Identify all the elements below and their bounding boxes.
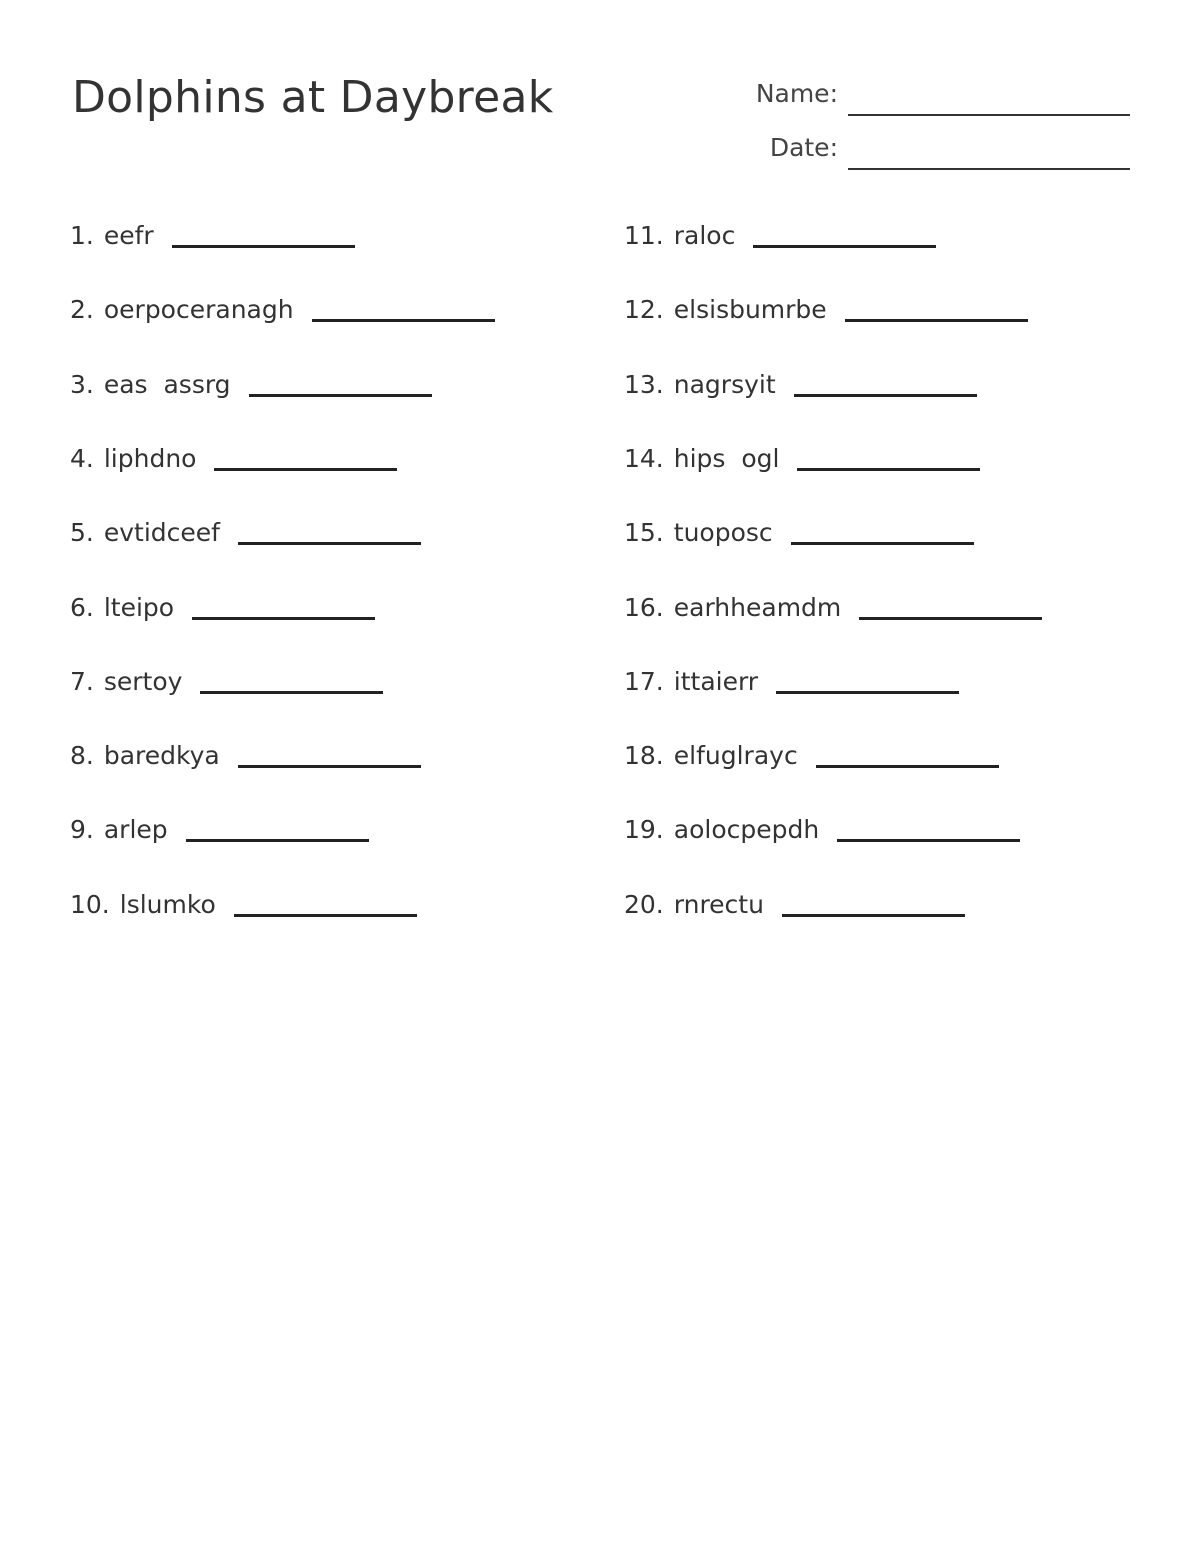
- item-number: 18.: [624, 741, 664, 770]
- scrambled-word: evtidceef: [103, 518, 220, 547]
- answer-blank[interactable]: [186, 839, 369, 842]
- scrambled-word: arlep: [103, 815, 168, 844]
- answer-blank[interactable]: [837, 839, 1020, 842]
- item-number: 19.: [624, 815, 664, 844]
- scrambled-word: eefr: [103, 221, 154, 250]
- scramble-item-2: [70, 280, 495, 324]
- answer-blank[interactable]: [312, 319, 495, 322]
- scrambled-word: eas assrg: [103, 370, 231, 399]
- answer-blank[interactable]: [791, 542, 974, 545]
- answer-blank[interactable]: [238, 542, 421, 545]
- scrambled-word: elsisbumrbe: [673, 295, 827, 324]
- item-number: 17.: [624, 667, 664, 696]
- item-number: 10.: [70, 890, 110, 919]
- answer-blank[interactable]: [776, 691, 959, 694]
- scramble-item-12: [624, 280, 1028, 324]
- scramble-item-10: [70, 875, 417, 919]
- scrambled-word: ittaierr: [673, 667, 759, 696]
- answer-blank[interactable]: [192, 617, 375, 620]
- worksheet-title: Dolphins at Daybreak: [72, 72, 554, 123]
- item-number: 7.: [70, 667, 94, 696]
- date-field-row: [700, 130, 1130, 170]
- scramble-item-8: [70, 726, 421, 770]
- scramble-item-16: [624, 578, 1042, 622]
- scramble-item-20: [624, 875, 965, 919]
- scramble-item-14: [624, 429, 980, 473]
- name-field-row: [700, 76, 1130, 116]
- scramble-item-11: [624, 206, 936, 250]
- item-number: 6.: [70, 593, 94, 622]
- scrambled-word: earhheamdm: [673, 593, 842, 622]
- scrambled-word: tuoposc: [673, 518, 773, 547]
- scrambled-word: oerpoceranagh: [103, 295, 294, 324]
- date-blank-line[interactable]: [848, 168, 1130, 170]
- answer-blank[interactable]: [172, 245, 355, 248]
- item-number: 15.: [624, 518, 664, 547]
- answer-blank[interactable]: [234, 914, 417, 917]
- item-number: 2.: [70, 295, 94, 324]
- item-number: 9.: [70, 815, 94, 844]
- item-number: 16.: [624, 593, 664, 622]
- scrambled-word: elfuglrayc: [673, 741, 798, 770]
- scramble-item-7: [70, 652, 383, 696]
- scramble-item-4: [70, 429, 397, 473]
- item-number: 12.: [624, 295, 664, 324]
- scramble-item-18: [624, 726, 999, 770]
- answer-blank[interactable]: [845, 319, 1028, 322]
- scrambled-word: nagrsyit: [673, 370, 776, 399]
- scramble-item-5: [70, 503, 421, 547]
- scrambled-word: lteipo: [103, 593, 175, 622]
- scrambled-word: raloc: [673, 221, 736, 250]
- answer-blank[interactable]: [214, 468, 397, 471]
- scrambled-word: liphdno: [103, 444, 197, 473]
- answer-blank[interactable]: [797, 468, 980, 471]
- scramble-item-17: [624, 652, 959, 696]
- name-blank-line[interactable]: [848, 114, 1130, 116]
- item-number: 8.: [70, 741, 94, 770]
- scramble-item-15: [624, 503, 974, 547]
- answer-blank[interactable]: [200, 691, 383, 694]
- answer-blank[interactable]: [859, 617, 1042, 620]
- answer-blank[interactable]: [753, 245, 936, 248]
- item-number: 4.: [70, 444, 94, 473]
- item-number: 14.: [624, 444, 664, 473]
- item-number: 20.: [624, 890, 664, 919]
- scrambled-word: sertoy: [103, 667, 183, 696]
- scramble-item-9: [70, 800, 369, 844]
- item-number: 3.: [70, 370, 94, 399]
- answer-blank[interactable]: [782, 914, 965, 917]
- answer-blank[interactable]: [816, 765, 999, 768]
- item-number: 11.: [624, 221, 664, 250]
- item-number: 1.: [70, 221, 94, 250]
- scramble-item-1: [70, 206, 355, 250]
- scramble-item-3: [70, 355, 432, 399]
- item-number: 5.: [70, 518, 94, 547]
- item-number: 13.: [624, 370, 664, 399]
- scrambled-word: baredkya: [103, 741, 220, 770]
- answer-blank[interactable]: [794, 394, 977, 397]
- scramble-item-19: [624, 800, 1020, 844]
- scrambled-word: hips ogl: [673, 444, 780, 473]
- answer-blank[interactable]: [249, 394, 432, 397]
- scramble-item-13: [624, 355, 977, 399]
- scrambled-word: lslumko: [119, 890, 216, 919]
- scrambled-word: rnrectu: [673, 890, 764, 919]
- name-label: Name:: [755, 79, 838, 108]
- scrambled-word: aolocpepdh: [673, 815, 820, 844]
- date-label: Date:: [769, 133, 838, 162]
- scramble-item-6: [70, 578, 375, 622]
- answer-blank[interactable]: [238, 765, 421, 768]
